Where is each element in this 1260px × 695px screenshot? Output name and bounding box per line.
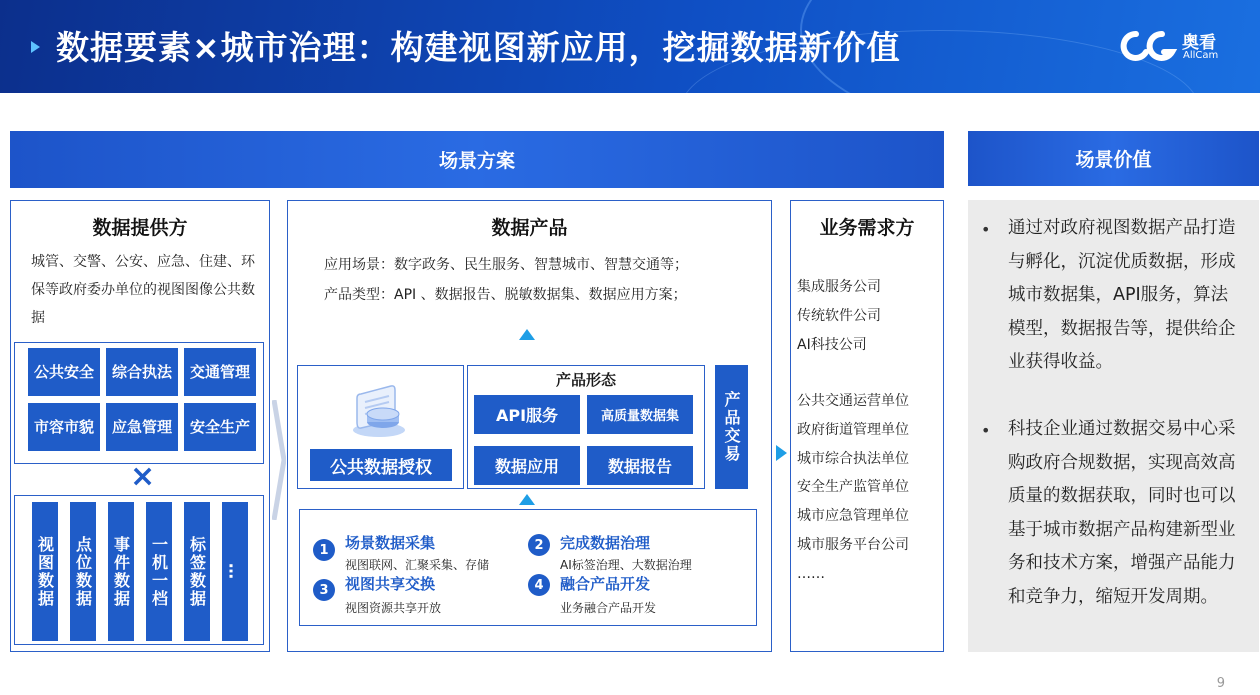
domain-tiles-box — [14, 342, 264, 464]
scene-value-band — [968, 131, 1259, 186]
process-steps-box — [299, 509, 757, 626]
bullet-icon: • — [981, 220, 991, 239]
list-item: 城市应急管理单位 — [797, 508, 909, 525]
list-item: 公共交通运营单位 — [797, 393, 909, 409]
step-1-title: 场景数据采集 — [345, 534, 436, 552]
up-arrow-icon — [519, 494, 535, 505]
list-item: AI科技公司 — [797, 336, 867, 353]
value-paragraph-2: 科技企业通过数据交易中心采购政府合规数据，实现高效高质量的数据获取，同时也可以基于城市数据产品构建新型业务和技术方案，增强产品能力和竞争力，缩短开发周期。 — [1008, 419, 1236, 607]
bullet-icon: • — [981, 421, 991, 440]
data-authorization-icon — [343, 376, 415, 440]
step-1-badge: 1 — [313, 539, 335, 561]
business-demand-title: 业务需求方 — [819, 217, 915, 239]
scene-value-title: 场景价值 — [1075, 149, 1152, 171]
data-product-panel — [287, 200, 772, 652]
scene-value-box — [968, 200, 1259, 652]
scene-plan-title: 场景方案 — [438, 150, 515, 172]
list-item: 城市综合执法单位 — [797, 450, 909, 467]
vtile-one-device-one-file: 一机一档 — [146, 502, 172, 641]
logo-cn-text: 奥看 — [1182, 33, 1216, 53]
vtile-label-data: 标签数据 — [184, 502, 210, 641]
tile-city-appearance: 市容市貌 — [28, 403, 100, 451]
tile-safe-production: 安全生产 — [184, 403, 256, 451]
step-4-title: 融合产品开发 — [560, 575, 651, 593]
step-4-badge: 4 — [528, 574, 550, 596]
application-scenarios: 应用场景：数字政务、民生服务、智慧城市、智慧交通等； — [324, 257, 688, 273]
public-data-auth-box — [297, 365, 464, 489]
vtile-point-data: 点位数据 — [70, 502, 96, 641]
allcam-logo — [1120, 28, 1240, 68]
product-forms-box — [467, 365, 705, 489]
page-number: 9 — [1216, 676, 1225, 691]
multiply-icon: × — [130, 459, 156, 494]
form-data-application: 数据应用 — [474, 446, 580, 485]
product-types: 产品类型：API 、数据报告、脱敏数据集、数据应用方案； — [324, 287, 687, 303]
step-2-badge: 2 — [528, 534, 550, 556]
form-high-quality-dataset: 高质量数据集 — [587, 395, 693, 434]
public-data-auth-label: 公共数据授权 — [310, 449, 452, 481]
list-item: 城市服务平台公司 — [797, 536, 909, 553]
product-trade-tile: 产品交易 — [715, 365, 748, 489]
data-provider-desc: 城管、交警、公安、应急、住建、环保等政府委办单位的视图图像公共数据 — [31, 254, 255, 326]
vtile-video-data: 视图数据 — [32, 502, 58, 641]
allcam-logo-icon — [1120, 30, 1178, 64]
vtile-event-data: 事件数据 — [108, 502, 134, 641]
demand-group-2 — [797, 387, 909, 589]
list-item: 政府街道管理单位 — [797, 421, 909, 438]
form-api-service: API服务 — [474, 395, 580, 434]
step-2-sub: AI标签治理、大数据治理 — [560, 558, 692, 572]
step-4-sub: 业务融合产品开发 — [560, 601, 657, 615]
flow-chevron-icon — [272, 400, 286, 520]
title-triangle-icon — [31, 41, 40, 53]
product-forms-title: 产品形态 — [555, 371, 616, 389]
data-provider-panel — [10, 200, 270, 652]
data-types-box — [14, 495, 264, 645]
list-item: 集成服务公司 — [797, 279, 881, 295]
vtile-more: … — [222, 502, 248, 641]
logo-en-text: AllCam — [1183, 50, 1219, 61]
list-item: 传统软件公司 — [797, 307, 881, 324]
data-provider-title: 数据提供方 — [92, 217, 188, 239]
step-2-title: 完成数据治理 — [560, 534, 651, 552]
tile-emergency-management: 应急管理 — [106, 403, 178, 451]
step-1-sub: 视图联网、汇聚采集、存储 — [345, 558, 490, 572]
list-item: …… — [797, 565, 825, 582]
page-title: 数据要素×城市治理：构建视图新应用，挖掘数据新价值 — [56, 28, 901, 67]
value-paragraph-1: 通过对政府视图数据产品打造与孵化，沉淀优质数据，形成城市数据集，API服务，算法模型，数据报告等，提供给企业获得收益。 — [1008, 218, 1236, 372]
step-3-title: 视图共享交换 — [345, 575, 436, 593]
tile-public-safety: 公共安全 — [28, 348, 100, 396]
scene-plan-band — [10, 131, 944, 188]
demand-group-1 — [797, 273, 881, 359]
data-product-title: 数据产品 — [491, 217, 568, 239]
step-3-badge: 3 — [313, 579, 335, 601]
right-arrow-icon — [776, 445, 787, 461]
list-item: 安全生产监管单位 — [797, 479, 909, 496]
tile-comprehensive-enforcement: 综合执法 — [106, 348, 178, 396]
step-3-sub: 视图资源共享开放 — [345, 601, 442, 615]
up-arrow-icon — [519, 329, 535, 340]
tile-traffic-management: 交通管理 — [184, 348, 256, 396]
header-bar — [0, 0, 1260, 93]
form-data-report: 数据报告 — [587, 446, 693, 485]
